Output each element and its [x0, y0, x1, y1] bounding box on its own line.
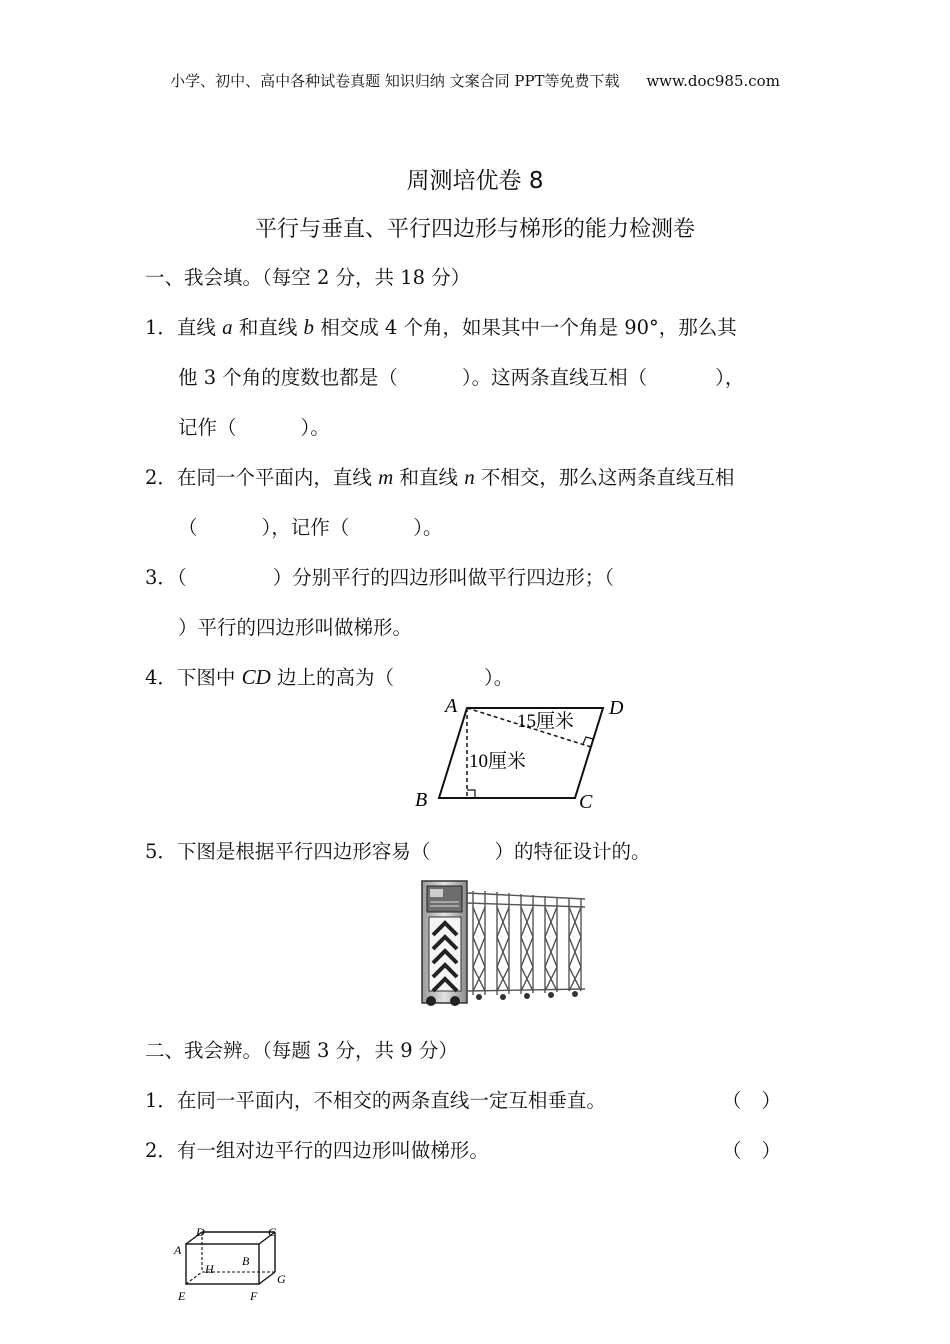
- q4-number: 4．: [145, 666, 177, 689]
- cuboid-label-h: H: [205, 1262, 214, 1276]
- q4-var-cd: CD: [241, 665, 271, 689]
- page-title: 周测培优卷 8: [406, 168, 544, 194]
- q3-number: 3．: [145, 566, 177, 589]
- judge-item-1-number: 1．: [145, 1089, 177, 1112]
- gate-section-wheels: [476, 991, 578, 1000]
- gate-folding-sections: [467, 891, 585, 995]
- section2-heading: 二、我会辨。（每题 3 分，共 9 分）: [145, 1039, 458, 1062]
- judge-item-2: [145, 1135, 489, 1163]
- section1-heading: 一、我会填。（每空 2 分，共 18 分）: [145, 266, 471, 289]
- q1-line2: [178, 362, 744, 390]
- cuboid-label-a: A: [174, 1243, 182, 1257]
- cuboid-hidden-edges: [186, 1232, 275, 1284]
- gate-display: [430, 889, 443, 897]
- q1-line3-b: ）。: [300, 416, 330, 439]
- gate-wheel: [426, 996, 436, 1006]
- cuboid-label-c: C: [268, 1225, 277, 1239]
- q2-var-n: n: [464, 465, 475, 489]
- cuboid-label-d: D: [196, 1225, 205, 1239]
- q5-line1: [145, 836, 650, 864]
- q5-text-b: ）的特征设计的。: [494, 840, 651, 863]
- q1-line3-a: 记作（: [178, 416, 237, 439]
- page-subtitle: 平行与垂直、平行四边形与梯形的能力检测卷: [254, 217, 695, 242]
- q4-text-b: 边上的高为（: [270, 666, 395, 689]
- cuboid-edges: [186, 1232, 275, 1284]
- q1-text-c: 相交成 4 个角，如果其中一个角是 90°，那么其: [314, 316, 737, 339]
- right-angle-mark-bc: [467, 790, 475, 798]
- q1-line2-b: ）。这两条直线互相（: [461, 366, 648, 389]
- q2-line2: [178, 512, 443, 540]
- q4-line1: [145, 662, 513, 690]
- q3-line2: ）平行的四边形叫做梯形。: [178, 616, 413, 639]
- paren-right: ）: [761, 1139, 782, 1162]
- q1-line2-a: 他 3 个角的度数也都是（: [178, 366, 398, 389]
- parallelogram-figure: [405, 688, 645, 818]
- q1-text-a: 直线: [176, 316, 223, 339]
- q1-line3: [178, 412, 330, 440]
- q1-line1: [145, 312, 737, 340]
- q3-text-a: （: [176, 566, 187, 589]
- q3-line1: [145, 562, 614, 590]
- cuboid-label-e: E: [178, 1289, 186, 1302]
- cuboid-label-f: F: [250, 1289, 258, 1302]
- q5-text-a: 下图是根据平行四边形容易（: [176, 840, 431, 863]
- vertex-d-label: D: [609, 697, 624, 719]
- judge-item-1-answer-box[interactable]: [722, 1085, 781, 1113]
- vertex-a-label: A: [445, 695, 458, 717]
- judge-item-2-text: 有一组对边平行的四边形叫做梯形。: [176, 1139, 489, 1162]
- header-text: 小学、初中、高中各种试卷真题 知识归纳 文案合同 PPT等免费下载: [170, 72, 620, 90]
- q1-var-a: a: [222, 315, 233, 339]
- q2-var-m: m: [378, 465, 394, 489]
- paren-left: （: [722, 1139, 742, 1162]
- q3-text-b: ）分别平行的四边形叫做平行四边形；（: [272, 566, 614, 589]
- q2-line2-a: （: [178, 516, 198, 539]
- vertex-c-label: C: [579, 791, 593, 813]
- cuboid-figure: [168, 1220, 298, 1302]
- q1-number: 1．: [145, 316, 177, 339]
- q2-line2-b: ），记作（: [261, 516, 350, 539]
- paren-left: （: [722, 1089, 742, 1112]
- height-bc-label: 10厘米: [469, 751, 527, 772]
- q2-text-a: 在同一个平面内，直线: [176, 466, 379, 489]
- q2-line1: [145, 462, 734, 490]
- judge-item-2-number: 2．: [145, 1139, 177, 1162]
- q1-var-b: b: [303, 315, 315, 339]
- q1-line2-c: ），: [715, 366, 745, 389]
- q5-number: 5．: [145, 840, 177, 863]
- vertex-b-label: B: [415, 789, 428, 811]
- height-cd-label: 15厘米: [517, 711, 575, 732]
- judge-item-1: [145, 1085, 606, 1113]
- cuboid-label-g: G: [277, 1272, 286, 1286]
- q2-text-c: 不相交，那么这两条直线互相: [474, 466, 735, 489]
- q1-text-b: 和直线: [232, 316, 304, 339]
- paren-right: ）: [761, 1089, 782, 1112]
- retractable-gate-image: [415, 877, 590, 1009]
- judge-item-2-answer-box[interactable]: [722, 1135, 781, 1163]
- q4-text-c: ）。: [484, 666, 514, 689]
- header-site: www.doc985.com: [646, 72, 780, 90]
- q2-number: 2．: [145, 466, 177, 489]
- q2-text-b: 和直线: [393, 466, 465, 489]
- q4-text-a: 下图中: [176, 666, 242, 689]
- page-header: [0, 70, 950, 91]
- q2-line2-c: ）。: [413, 516, 443, 539]
- gate-wheel: [450, 996, 460, 1006]
- judge-item-1-text: 在同一平面内，不相交的两条直线一定互相垂直。: [176, 1089, 606, 1112]
- cuboid-label-b: B: [242, 1254, 250, 1268]
